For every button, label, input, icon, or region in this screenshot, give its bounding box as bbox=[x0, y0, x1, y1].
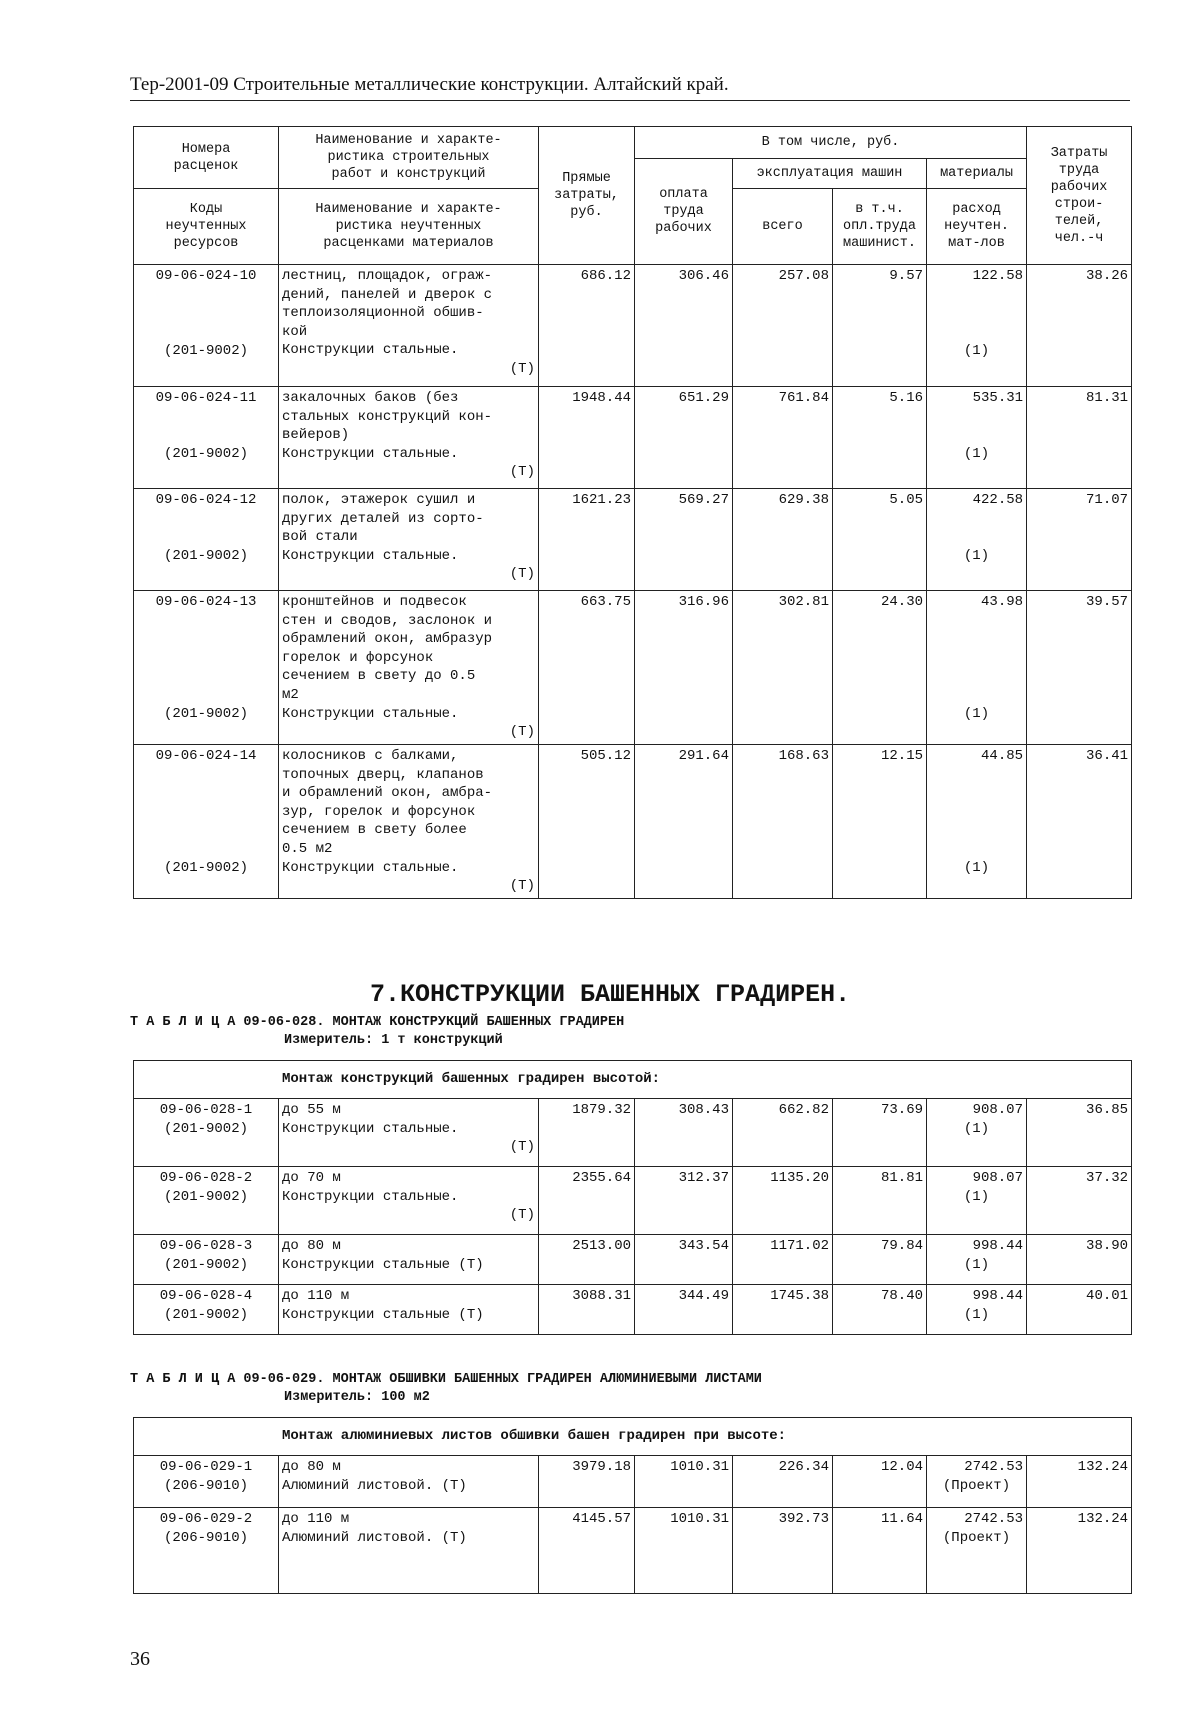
materials-cell bbox=[927, 1167, 1027, 1235]
wage-cost-cell bbox=[635, 1508, 733, 1594]
table-row bbox=[134, 387, 1132, 489]
materials-cell bbox=[927, 1235, 1027, 1285]
material-qty: (Проект) bbox=[942, 1529, 1011, 1546]
materials-cell bbox=[927, 1285, 1027, 1335]
material-unit: (Т) bbox=[509, 724, 535, 741]
machinist-wage-cell bbox=[833, 1285, 927, 1335]
labor-cell bbox=[1027, 1285, 1132, 1335]
rate-code: 09-06-029-2 bbox=[159, 1511, 253, 1527]
machinist-wage: 79.84 bbox=[880, 1238, 923, 1254]
material-unit: (Т) bbox=[509, 1139, 535, 1156]
rate-code: 09-06-024-13 bbox=[155, 594, 257, 610]
resource-code: (201-9002) bbox=[163, 1188, 248, 1205]
machines-total: 629.38 bbox=[778, 492, 829, 508]
material-unit: (Т) bbox=[509, 878, 535, 895]
labor-cell bbox=[1027, 265, 1132, 387]
wage-cost: 291.64 bbox=[678, 748, 729, 764]
machinist-wage-cell bbox=[833, 1167, 927, 1235]
machines-total: 1745.38 bbox=[770, 1288, 829, 1304]
rate-code: 09-06-028-4 bbox=[159, 1288, 253, 1304]
machines-total-cell bbox=[733, 1235, 833, 1285]
direct-cost: 686.12 bbox=[580, 268, 631, 284]
machines-total-cell bbox=[733, 1285, 833, 1335]
direct-cost: 663.75 bbox=[580, 594, 631, 610]
labor-cost: 81.31 bbox=[1086, 390, 1129, 406]
work-name-cell bbox=[279, 1508, 539, 1594]
machines-total-cell bbox=[733, 265, 833, 387]
resource-code: (206-9010) bbox=[163, 1529, 248, 1546]
wage-cost-cell bbox=[635, 745, 733, 899]
labor-cell bbox=[1027, 745, 1132, 899]
direct-cost-cell bbox=[539, 489, 635, 591]
rate-code-cell bbox=[134, 387, 279, 489]
table-029-caption: Т А Б Л И Ц А 09-06-029. МОНТАЖ ОБШИВКИ БАШЕННЫХ ГРАДИРЕН АЛЮМИНИЕВЫМИ ЛИСТАМИ bbox=[130, 1372, 762, 1387]
direct-cost-cell bbox=[539, 1235, 635, 1285]
material-qty: (1) bbox=[963, 1188, 990, 1205]
wage-cost: 306.46 bbox=[678, 268, 729, 284]
machinist-wage-cell bbox=[833, 745, 927, 899]
rate-code: 09-06-028-3 bbox=[159, 1238, 253, 1254]
machines-total-cell bbox=[733, 1167, 833, 1235]
direct-cost: 1879.32 bbox=[572, 1102, 631, 1118]
resource-code: (201-9002) bbox=[163, 445, 248, 462]
machinist-wage: 5.16 bbox=[889, 390, 923, 406]
rate-code-cell bbox=[134, 265, 279, 387]
direct-cost-cell bbox=[539, 1099, 635, 1167]
labor-cost: 71.07 bbox=[1086, 492, 1129, 508]
materials-cost: 908.07 bbox=[972, 1170, 1023, 1186]
wage-cost: 651.29 bbox=[678, 390, 729, 406]
resource-code: (201-9002) bbox=[163, 705, 248, 722]
page-number: 36 bbox=[130, 1648, 150, 1670]
table-row bbox=[134, 1167, 1132, 1235]
rate-code-cell bbox=[134, 591, 279, 745]
resource-code: (201-9002) bbox=[163, 1256, 248, 1273]
materials-cost: 908.07 bbox=[972, 1102, 1023, 1118]
table-row bbox=[134, 745, 1132, 899]
material-unit: (Т) bbox=[509, 566, 535, 583]
direct-cost-cell bbox=[539, 591, 635, 745]
direct-cost-cell bbox=[539, 265, 635, 387]
materials-cell bbox=[927, 387, 1027, 489]
materials-cost: 2742.53 bbox=[964, 1459, 1023, 1475]
machines-total: 226.34 bbox=[778, 1459, 829, 1475]
spacer bbox=[930, 510, 1023, 547]
table-028-measure: Измеритель: 1 т конструкций bbox=[284, 1033, 503, 1048]
materials-cost: 422.58 bbox=[972, 492, 1024, 508]
resource-code: (201-9002) bbox=[163, 342, 248, 359]
material-qty: (1) bbox=[963, 859, 990, 876]
spacer bbox=[930, 286, 1023, 342]
resource-code: (201-9002) bbox=[163, 1120, 248, 1137]
labor-cost: 40.01 bbox=[1086, 1288, 1129, 1304]
work-name-cell bbox=[279, 1456, 539, 1508]
labor-cost: 36.85 bbox=[1086, 1102, 1129, 1118]
wage-cost: 1010.31 bbox=[670, 1511, 729, 1527]
resource-code: (201-9002) bbox=[163, 1306, 248, 1323]
table-row bbox=[134, 265, 1132, 387]
materials-cost: 122.58 bbox=[972, 268, 1024, 284]
direct-cost-cell bbox=[539, 1456, 635, 1508]
materials-cost: 998.44 bbox=[972, 1238, 1023, 1254]
machinist-wage: 12.04 bbox=[880, 1459, 923, 1475]
table-row bbox=[134, 1508, 1132, 1594]
labor-cost: 132.24 bbox=[1077, 1511, 1129, 1527]
work-name-cell bbox=[279, 1235, 539, 1285]
wage-cost: 308.43 bbox=[678, 1102, 729, 1118]
material-name: Конструкции стальные. bbox=[282, 859, 459, 876]
material-unit: (Т) bbox=[509, 1207, 535, 1224]
material-name: Конструкции стальные (Т) bbox=[282, 1256, 484, 1273]
machines-total-cell bbox=[733, 489, 833, 591]
wage-cost-cell bbox=[635, 1456, 733, 1508]
spacer bbox=[930, 766, 1023, 859]
machines-total-cell bbox=[733, 591, 833, 745]
direct-cost: 2355.64 bbox=[572, 1170, 631, 1186]
resource-code: (201-9002) bbox=[163, 547, 248, 564]
rate-code: 09-06-028-1 bbox=[159, 1102, 253, 1118]
page-header: Тер-2001-09 Строительные металлические конструкции. Алтайский край. bbox=[130, 74, 729, 95]
rate-code-cell bbox=[134, 745, 279, 899]
col-incl-wage: в т.ч. опл.труда машинист. bbox=[833, 189, 927, 265]
table-028-caption: Т А Б Л И Ц А 09-06-028. МОНТАЖ КОНСТРУКЦИЙ БАШЕННЫХ ГРАДИРЕН bbox=[130, 1015, 625, 1030]
wage-cost-cell bbox=[635, 1099, 733, 1167]
machines-total-cell bbox=[733, 1508, 833, 1594]
labor-cell bbox=[1027, 1456, 1132, 1508]
machinist-wage-cell bbox=[833, 1099, 927, 1167]
work-name-cell bbox=[279, 591, 539, 745]
col-incl: В том числе, руб. bbox=[635, 127, 1027, 159]
wage-cost: 343.54 bbox=[678, 1238, 729, 1254]
col-name: Наименование и характе- ристика строительных работ и конструкций bbox=[279, 127, 539, 189]
wage-cost: 312.37 bbox=[678, 1170, 729, 1186]
labor-cost: 38.26 bbox=[1086, 268, 1129, 284]
spacer bbox=[137, 612, 275, 705]
labor-cell bbox=[1027, 387, 1132, 489]
machines-total-cell bbox=[733, 1099, 833, 1167]
wage-cost-cell bbox=[635, 1235, 733, 1285]
rates-table-024 bbox=[133, 126, 1132, 899]
machines-total: 257.08 bbox=[778, 268, 829, 284]
rate-code-cell bbox=[134, 1167, 279, 1235]
rates-table-029 bbox=[133, 1417, 1132, 1594]
col-name2: Наименование и характе- ристика неучтенных расценками материалов bbox=[279, 189, 539, 265]
labor-cost: 36.41 bbox=[1086, 748, 1129, 764]
work-name: кронштейнов и подвесок стен и сводов, заслонок и обрамлений окон, амбразур горелок и форсунок сечением в свету до 0.5 м2 bbox=[282, 594, 493, 703]
work-name: до 55 м bbox=[282, 1102, 341, 1118]
wage-cost: 1010.31 bbox=[670, 1459, 729, 1475]
materials-cell bbox=[927, 591, 1027, 745]
material-name: Алюминий листовой. (Т) bbox=[282, 1529, 467, 1546]
materials-cell bbox=[927, 1508, 1027, 1594]
materials-cost: 44.85 bbox=[981, 748, 1024, 764]
wage-cost: 569.27 bbox=[678, 492, 729, 508]
direct-cost-cell bbox=[539, 745, 635, 899]
rate-code: 09-06-029-1 bbox=[159, 1459, 253, 1475]
work-name-cell bbox=[279, 1167, 539, 1235]
machinist-wage-cell bbox=[833, 1456, 927, 1508]
machinist-wage-cell bbox=[833, 387, 927, 489]
rate-code-cell bbox=[134, 489, 279, 591]
machines-total-cell bbox=[733, 1456, 833, 1508]
work-name-cell bbox=[279, 387, 539, 489]
material-unit: (Т) bbox=[509, 464, 535, 481]
labor-cost: 39.57 bbox=[1086, 594, 1129, 610]
machinist-wage-cell bbox=[833, 1235, 927, 1285]
machines-total-cell bbox=[733, 387, 833, 489]
direct-cost: 4145.57 bbox=[572, 1511, 631, 1527]
table-row bbox=[134, 1285, 1132, 1335]
rate-code-cell bbox=[134, 1508, 279, 1594]
rate-code: 09-06-028-2 bbox=[159, 1170, 253, 1186]
work-name: полок, этажерок сушил и других деталей из сорто- вой стали bbox=[282, 492, 484, 546]
machinist-wage: 78.40 bbox=[880, 1288, 923, 1304]
table-029-group: Монтаж алюминиевых листов обшивки башен градирен при высоте: bbox=[134, 1418, 1132, 1456]
machines-total: 302.81 bbox=[778, 594, 829, 610]
col-unaccounted: расход неучтен. мат-лов bbox=[927, 189, 1027, 265]
rate-code: 09-06-024-12 bbox=[155, 492, 257, 508]
machinist-wage-cell bbox=[833, 591, 927, 745]
header-rule bbox=[130, 100, 1130, 101]
rate-code: 09-06-024-11 bbox=[155, 390, 257, 406]
wage-cost-cell bbox=[635, 489, 733, 591]
machinist-wage-cell bbox=[833, 1508, 927, 1594]
col-labor: Затраты труда рабочих строи- телей, чел.-ч bbox=[1027, 127, 1132, 265]
spacer bbox=[930, 408, 1023, 445]
work-name: до 110 м bbox=[282, 1288, 350, 1304]
machinist-wage: 73.69 bbox=[880, 1102, 923, 1118]
material-qty: (1) bbox=[963, 342, 990, 359]
materials-cell bbox=[927, 1099, 1027, 1167]
machinist-wage-cell bbox=[833, 265, 927, 387]
col-materials: материалы bbox=[927, 159, 1027, 189]
direct-cost: 1948.44 bbox=[572, 390, 631, 406]
work-name: закалочных баков (без стальных конструкций кон- вейеров) bbox=[282, 390, 493, 444]
work-name-cell bbox=[279, 265, 539, 387]
work-name: колосников с балками, топочных дверц, клапанов и обрамлений окон, амбра- зур, горелок и форсунок сечением в свету более 0.5 м2 bbox=[282, 748, 493, 857]
table-row bbox=[134, 1099, 1132, 1167]
wage-cost-cell bbox=[635, 265, 733, 387]
rate-code-cell bbox=[134, 1235, 279, 1285]
materials-cell bbox=[927, 489, 1027, 591]
direct-cost: 3088.31 bbox=[572, 1288, 631, 1304]
labor-cell bbox=[1027, 489, 1132, 591]
machines-total: 392.73 bbox=[778, 1511, 829, 1527]
machines-total: 1171.02 bbox=[770, 1238, 829, 1254]
work-name-cell bbox=[279, 489, 539, 591]
material-name: Конструкции стальные (Т) bbox=[282, 1306, 484, 1323]
table-row bbox=[134, 489, 1132, 591]
labor-cell bbox=[1027, 591, 1132, 745]
work-name-cell bbox=[279, 1285, 539, 1335]
col-rate-no: Номера расценок bbox=[134, 127, 279, 189]
col-machines: эксплуатация машин bbox=[733, 159, 927, 189]
machinist-wage: 81.81 bbox=[880, 1170, 923, 1186]
rates-table-028 bbox=[133, 1060, 1132, 1335]
direct-cost-cell bbox=[539, 1167, 635, 1235]
materials-cell bbox=[927, 265, 1027, 387]
col-codes: Коды неучтенных ресурсов bbox=[134, 189, 279, 265]
materials-cost: 43.98 bbox=[981, 594, 1024, 610]
machines-total: 168.63 bbox=[778, 748, 829, 764]
table-row bbox=[134, 1235, 1132, 1285]
machines-total: 1135.20 bbox=[770, 1170, 829, 1186]
material-unit: (Т) bbox=[509, 360, 535, 377]
material-qty: (1) bbox=[963, 705, 990, 722]
col-direct: Прямые затраты, руб. bbox=[539, 127, 635, 265]
wage-cost: 344.49 bbox=[678, 1288, 729, 1304]
direct-cost: 2513.00 bbox=[572, 1238, 631, 1254]
machinist-wage: 11.64 bbox=[880, 1511, 923, 1527]
labor-cost: 37.32 bbox=[1086, 1170, 1129, 1186]
work-name: лестниц, площадок, ограж- дений, панелей и дверок с теплоизоляционной обшив- кой bbox=[282, 268, 493, 340]
rate-code-cell bbox=[134, 1456, 279, 1508]
rate-code-cell bbox=[134, 1285, 279, 1335]
direct-cost: 505.12 bbox=[580, 748, 631, 764]
direct-cost-cell bbox=[539, 387, 635, 489]
material-qty: (Проект) bbox=[942, 1477, 1011, 1494]
material-name: Алюминий листовой. (Т) bbox=[282, 1477, 467, 1494]
material-qty: (1) bbox=[963, 547, 990, 564]
table-row bbox=[134, 1456, 1132, 1508]
section-title: 7.КОНСТРУКЦИИ БАШЕННЫХ ГРАДИРЕН. bbox=[370, 980, 851, 1009]
material-name: Конструкции стальные. bbox=[282, 1120, 459, 1137]
materials-cost: 998.44 bbox=[972, 1288, 1023, 1304]
work-name-cell bbox=[279, 1099, 539, 1167]
material-name: Конструкции стальные. bbox=[282, 705, 459, 722]
machinist-wage: 9.57 bbox=[889, 268, 923, 284]
resource-code: (206-9010) bbox=[163, 1477, 248, 1494]
work-name: до 80 м bbox=[282, 1459, 341, 1475]
table-029-measure: Измеритель: 100 м2 bbox=[284, 1390, 430, 1405]
machines-total-cell bbox=[733, 745, 833, 899]
material-qty: (1) bbox=[963, 1306, 990, 1323]
labor-cost: 132.24 bbox=[1077, 1459, 1129, 1475]
material-qty: (1) bbox=[963, 1120, 990, 1137]
material-name: Конструкции стальные. bbox=[282, 342, 459, 359]
spacer bbox=[137, 766, 275, 859]
col-total: всего bbox=[733, 189, 833, 265]
rate-code: 09-06-024-14 bbox=[155, 748, 257, 764]
labor-cell bbox=[1027, 1235, 1132, 1285]
spacer bbox=[930, 612, 1023, 705]
direct-cost: 1621.23 bbox=[572, 492, 631, 508]
machinist-wage: 24.30 bbox=[880, 594, 923, 610]
rate-code-cell bbox=[134, 1099, 279, 1167]
material-qty: (1) bbox=[963, 1256, 990, 1273]
materials-cost: 2742.53 bbox=[964, 1511, 1023, 1527]
work-name: до 70 м bbox=[282, 1170, 341, 1186]
table-row bbox=[134, 591, 1132, 745]
labor-cell bbox=[1027, 1167, 1132, 1235]
machinist-wage: 12.15 bbox=[880, 748, 923, 764]
machines-total: 761.84 bbox=[778, 390, 829, 406]
material-name: Конструкции стальные. bbox=[282, 445, 459, 462]
wage-cost-cell bbox=[635, 1285, 733, 1335]
wage-cost-cell bbox=[635, 591, 733, 745]
wage-cost: 316.96 bbox=[678, 594, 729, 610]
materials-cost: 535.31 bbox=[972, 390, 1024, 406]
spacer bbox=[137, 510, 275, 547]
spacer bbox=[137, 286, 275, 342]
labor-cell bbox=[1027, 1099, 1132, 1167]
table-028-group: Монтаж конструкций башенных градирен высотой: bbox=[134, 1061, 1132, 1099]
machinist-wage: 5.05 bbox=[889, 492, 923, 508]
materials-cell bbox=[927, 745, 1027, 899]
direct-cost-cell bbox=[539, 1285, 635, 1335]
resource-code: (201-9002) bbox=[163, 859, 248, 876]
wage-cost-cell bbox=[635, 387, 733, 489]
material-name: Конструкции стальные. bbox=[282, 547, 459, 564]
labor-cell bbox=[1027, 1508, 1132, 1594]
direct-cost: 3979.18 bbox=[572, 1459, 631, 1475]
wage-cost-cell bbox=[635, 1167, 733, 1235]
labor-cost: 38.90 bbox=[1086, 1238, 1129, 1254]
spacer bbox=[137, 408, 275, 445]
materials-cell bbox=[927, 1456, 1027, 1508]
direct-cost-cell bbox=[539, 1508, 635, 1594]
work-name-cell bbox=[279, 745, 539, 899]
material-name: Конструкции стальные. bbox=[282, 1188, 459, 1205]
work-name: до 80 м bbox=[282, 1238, 341, 1254]
machinist-wage-cell bbox=[833, 489, 927, 591]
machines-total: 662.82 bbox=[778, 1102, 829, 1118]
rate-code: 09-06-024-10 bbox=[155, 268, 257, 284]
col-wage: оплата труда рабочих bbox=[635, 159, 733, 265]
work-name: до 110 м bbox=[282, 1511, 350, 1527]
material-qty: (1) bbox=[963, 445, 990, 462]
